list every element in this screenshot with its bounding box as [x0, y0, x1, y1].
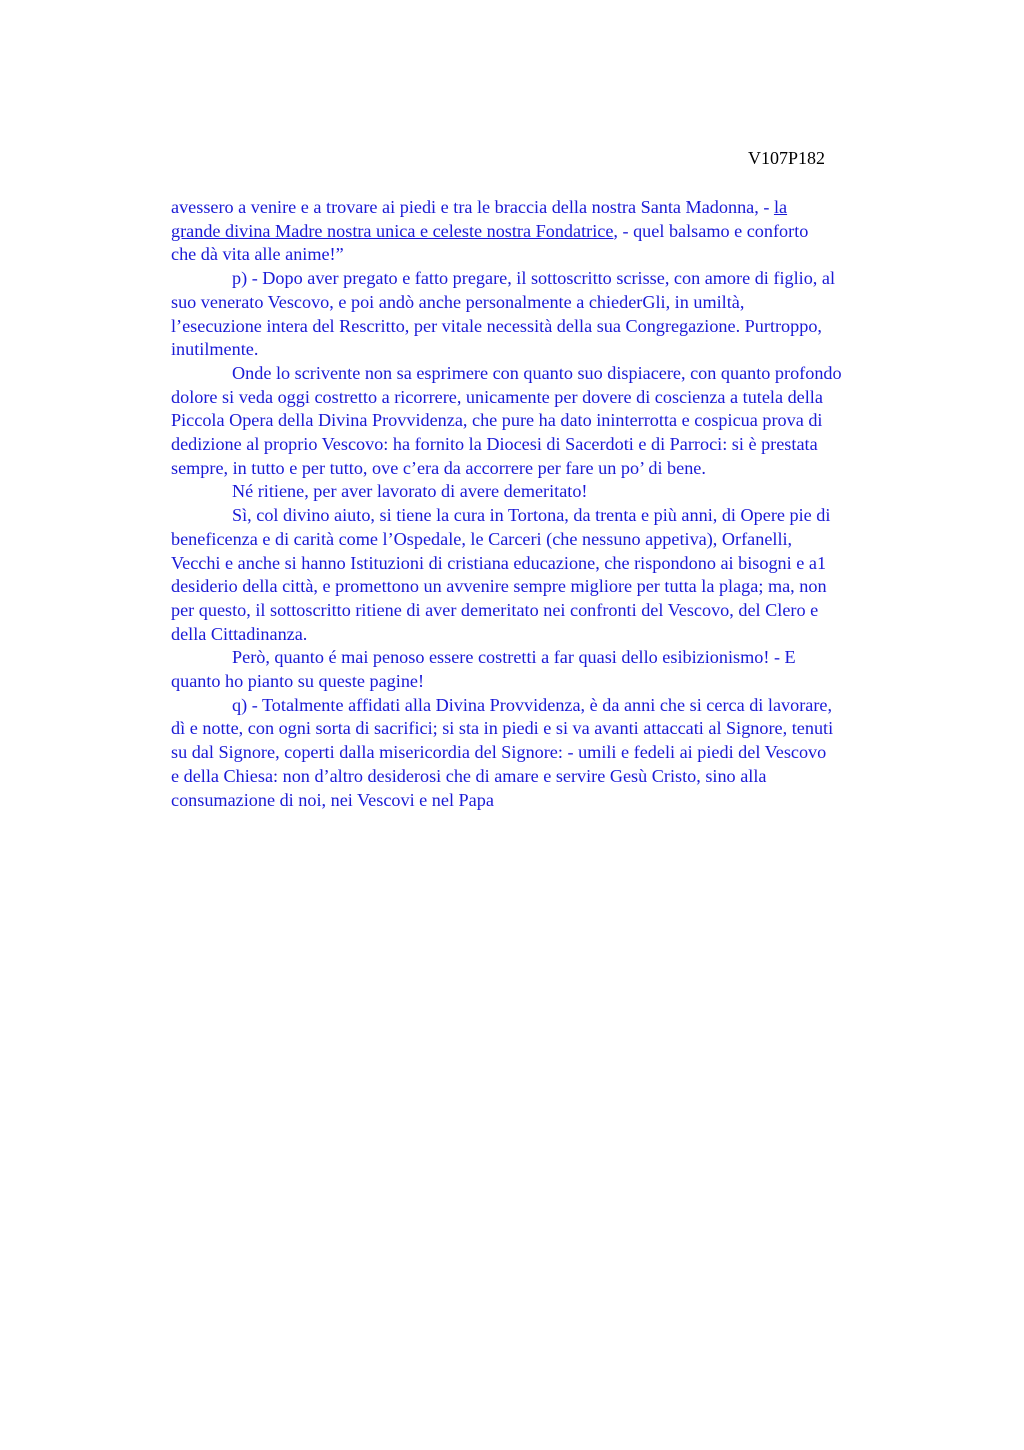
paragraph-start-line: Però, quanto é mai penoso essere costretti a far quasi dello esibizionismo! - E [232, 647, 796, 668]
text-line: su dal Signore, coperti dalla misericordia del Signore: - umili e fedeli ai piedi del Vescovo [171, 742, 827, 763]
text-line: consumazione di noi, nei Vescovi e nel Papa [171, 789, 494, 810]
underlined-text: grande divina Madre nostra unica e celeste nostra Fondatrice [171, 220, 614, 241]
text-line: dedizione al proprio Vescovo: ha fornito la Diocesi di Sacerdoti e di Parroci: si è prestata [171, 434, 818, 455]
text-line: della Cittadinanza. [171, 623, 308, 644]
paragraph-start-line: Sì, col divino aiuto, si tiene la cura in Tortona, da trenta e più anni, di Opere pie di [232, 505, 831, 526]
text-segment: , - quel balsamo e conforto [613, 220, 809, 241]
text-line: dolore si veda oggi costretto a ricorrere, unicamente per dovere di coscienza a tutela della [171, 386, 823, 407]
text-line: sempre, in tutto e per tutto, ove c’era da accorrere per fare un po’ di bene. [171, 457, 706, 478]
text-line: e della Chiesa: non d’altro desiderosi che di amare e servire Gesù Cristo, sino alla [171, 765, 767, 786]
text-line: quanto ho pianto su queste pagine! [171, 671, 425, 692]
text-line: desiderio della città, e promettono un avvenire sempre migliore per tutta la plaga; ma, non [171, 576, 827, 597]
text-line: che dà vita alle anime!” [171, 244, 344, 265]
text-line: Vecchi e anche si hanno Istituzioni di cristiana educazione, che rispondono ai bisogni e a1 [171, 552, 827, 573]
text-line: beneficenza e di carità come l’Ospedale, le Carceri (che nessuno appetiva), Orfanelli, [171, 528, 793, 549]
page-code: V107P182 [748, 148, 826, 168]
text-segment: avessero a venire e a trovare ai piedi e tra le braccia della nostra Santa Madonna, - [171, 197, 774, 217]
letter-body [171, 196, 931, 812]
paragraph-start-line: Onde lo scrivente non sa esprimere con quanto suo dispiacere, con quanto profondo [232, 362, 842, 383]
text-line [171, 220, 931, 244]
text-line: Piccola Opera della Divina Provvidenza, che pure ha dato ininterrotta e cospicua prova di [171, 410, 823, 431]
text-line: inutilmente. [171, 339, 259, 360]
text-line: suo venerato Vescovo, e poi andò anche personalmente a chiederGli, in umiltà, [171, 291, 745, 312]
paragraph-start-line: q) - Totalmente affidati alla Divina Provvidenza, è da anni che si cerca di lavorare, [232, 694, 833, 715]
text-line: l’esecuzione intera del Rescritto, per vitale necessità della sua Congregazione. Purtroppo, [171, 315, 822, 336]
text-line: per questo, il sottoscritto ritiene di aver demeritato nei confronti del Vescovo, del Clero e [171, 599, 819, 620]
text-line [171, 196, 931, 220]
underlined-text: la [773, 197, 788, 217]
text-line: dì e notte, con ogni sorta di sacrifici; si sta in piedi e si va avanti attaccati al Signore, tenuti [171, 718, 834, 739]
paragraph-start-line: Né ritiene, per aver lavorato di avere demeritato! [232, 481, 588, 502]
paragraph-start-line: p) - Dopo aver pregato e fatto pregare, il sottoscritto scrisse, con amore di figlio, al [232, 268, 836, 289]
